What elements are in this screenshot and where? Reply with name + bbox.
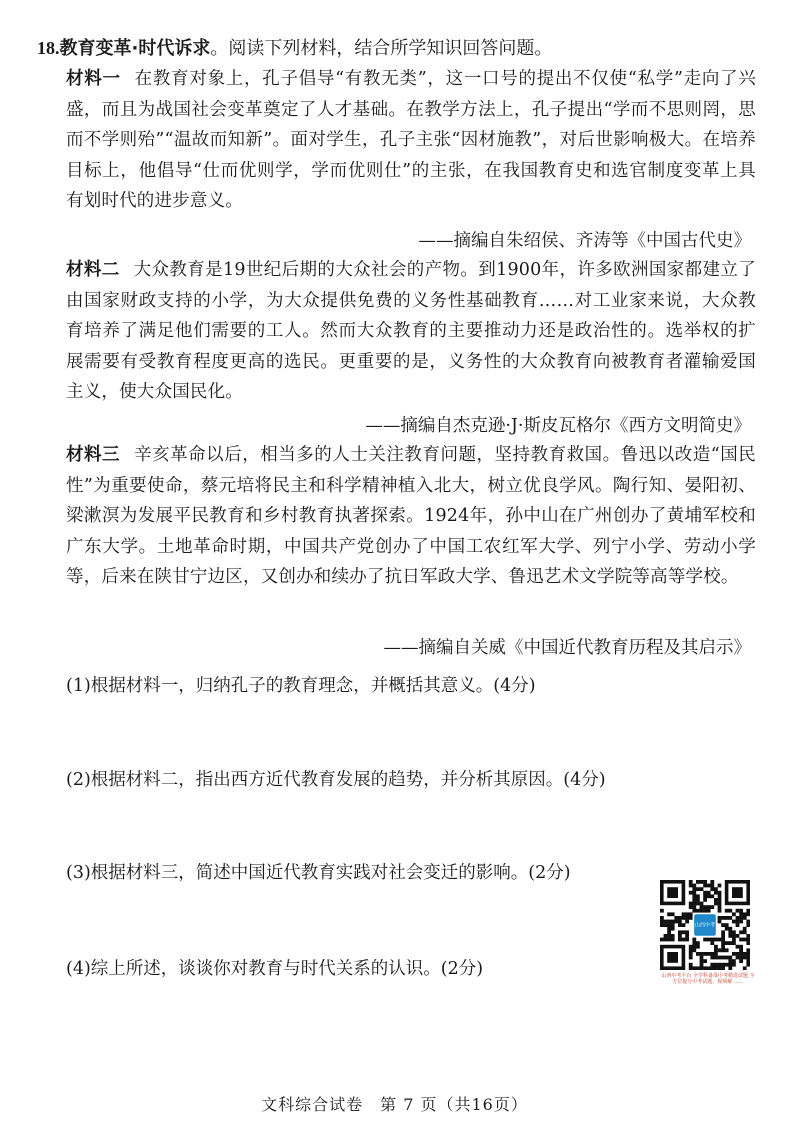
sub-question-3: (3)根据材料三，简述中国近代教育实践对社会变迁的影响。(2分): [66, 863, 571, 883]
question-topic: 教育变革·时代诉求: [59, 38, 211, 59]
material-2-source: ——摘编自杰克逊·J·斯皮瓦格尔《西方文明简史》: [365, 416, 751, 436]
qr-code[interactable]: [660, 880, 750, 970]
qr-center-text: 山西中考: [694, 922, 716, 929]
material-3-label: 材料三: [66, 445, 121, 465]
material-3: [66, 440, 756, 593]
qr-code-image: [660, 880, 750, 970]
qr-caption: 山西中考平台 全学科备战中考精选试题 全方位提分中考试题、视频解 ……: [661, 973, 755, 985]
sub-question-2: (2)根据材料二，指出西方近代教育发展的趋势，并分析其原因。(4分): [66, 770, 606, 790]
material-1-text: 在教育对象上，孔子倡导“有教无类”，这一口号的提出不仅使“私学”走向了兴盛，而且为战国社会变革奠定了人才基础。在教学方法上，孔子提出“学而不思则罔，思而不学则殆”“温故而知新”。面对学生，孔子主张“因材施教”，对后世影响极大。在培养目标上，他倡导“仕而优则学，学而优则仕”的主张，在我国教育史和选官制度变革上具有划时代的进步意义。: [66, 69, 756, 211]
material-1: [66, 64, 756, 217]
question-prompt: 。阅读下列材料，结合所学知识回答问题。: [210, 38, 553, 59]
material-1-label: 材料一: [66, 69, 121, 89]
question-number: 18.: [37, 38, 60, 58]
material-1-source: ——摘编自朱绍侯、齐涛等《中国古代史》: [418, 231, 751, 251]
material-3-source: ——摘编自关威《中国近代教育历程及其启示》: [383, 638, 751, 658]
material-2-text: 大众教育是19世纪后期的大众社会的产物。到1900年，许多欧洲国家都建立了由国家财政支持的小学，为大众提供免费的义务性基础教育……对工业家来说，大众教育培养了满足他们需要的工人。然而大众教育的主要推动力还是政治性的。选举权的扩展需要有受教育程度更高的选民。更重要的是，义务性的大众教育向被教育者灌输爱国主义，使大众国民化。: [66, 260, 756, 402]
sub-question-1: (1)根据材料一，归纳孔子的教育理念，并概括其意义。(4分): [66, 676, 536, 696]
material-3-text: 辛亥革命以后，相当多的人士关注教育问题，坚持教育救国。鲁迅以改造“国民性”为重要使命，蔡元培将民主和科学精神植入北大，树立优良学风。陶行知、晏阳初、梁漱溟为发展平民教育和乡村教育执著探索。1924年，孙中山在广州创办了黄埔军校和广东大学。土地革命时期，中国共产党创办了中国工农红军大学、列宁小学、劳动小学等，后来在陕甘宁边区，又创办和续办了抗日军政大学、鲁迅艺术文学院等高等学校。: [66, 445, 756, 587]
material-2-label: 材料二: [66, 260, 120, 280]
material-2: [66, 255, 756, 408]
sub-question-4: (4)综上所述，谈谈你对教育与时代关系的认识。(2分): [66, 959, 484, 979]
question-header: [37, 34, 757, 63]
page-footer: 文科综合试卷 第 7 页（共16页）: [261, 1095, 528, 1114]
qr-code-block: [660, 880, 756, 985]
